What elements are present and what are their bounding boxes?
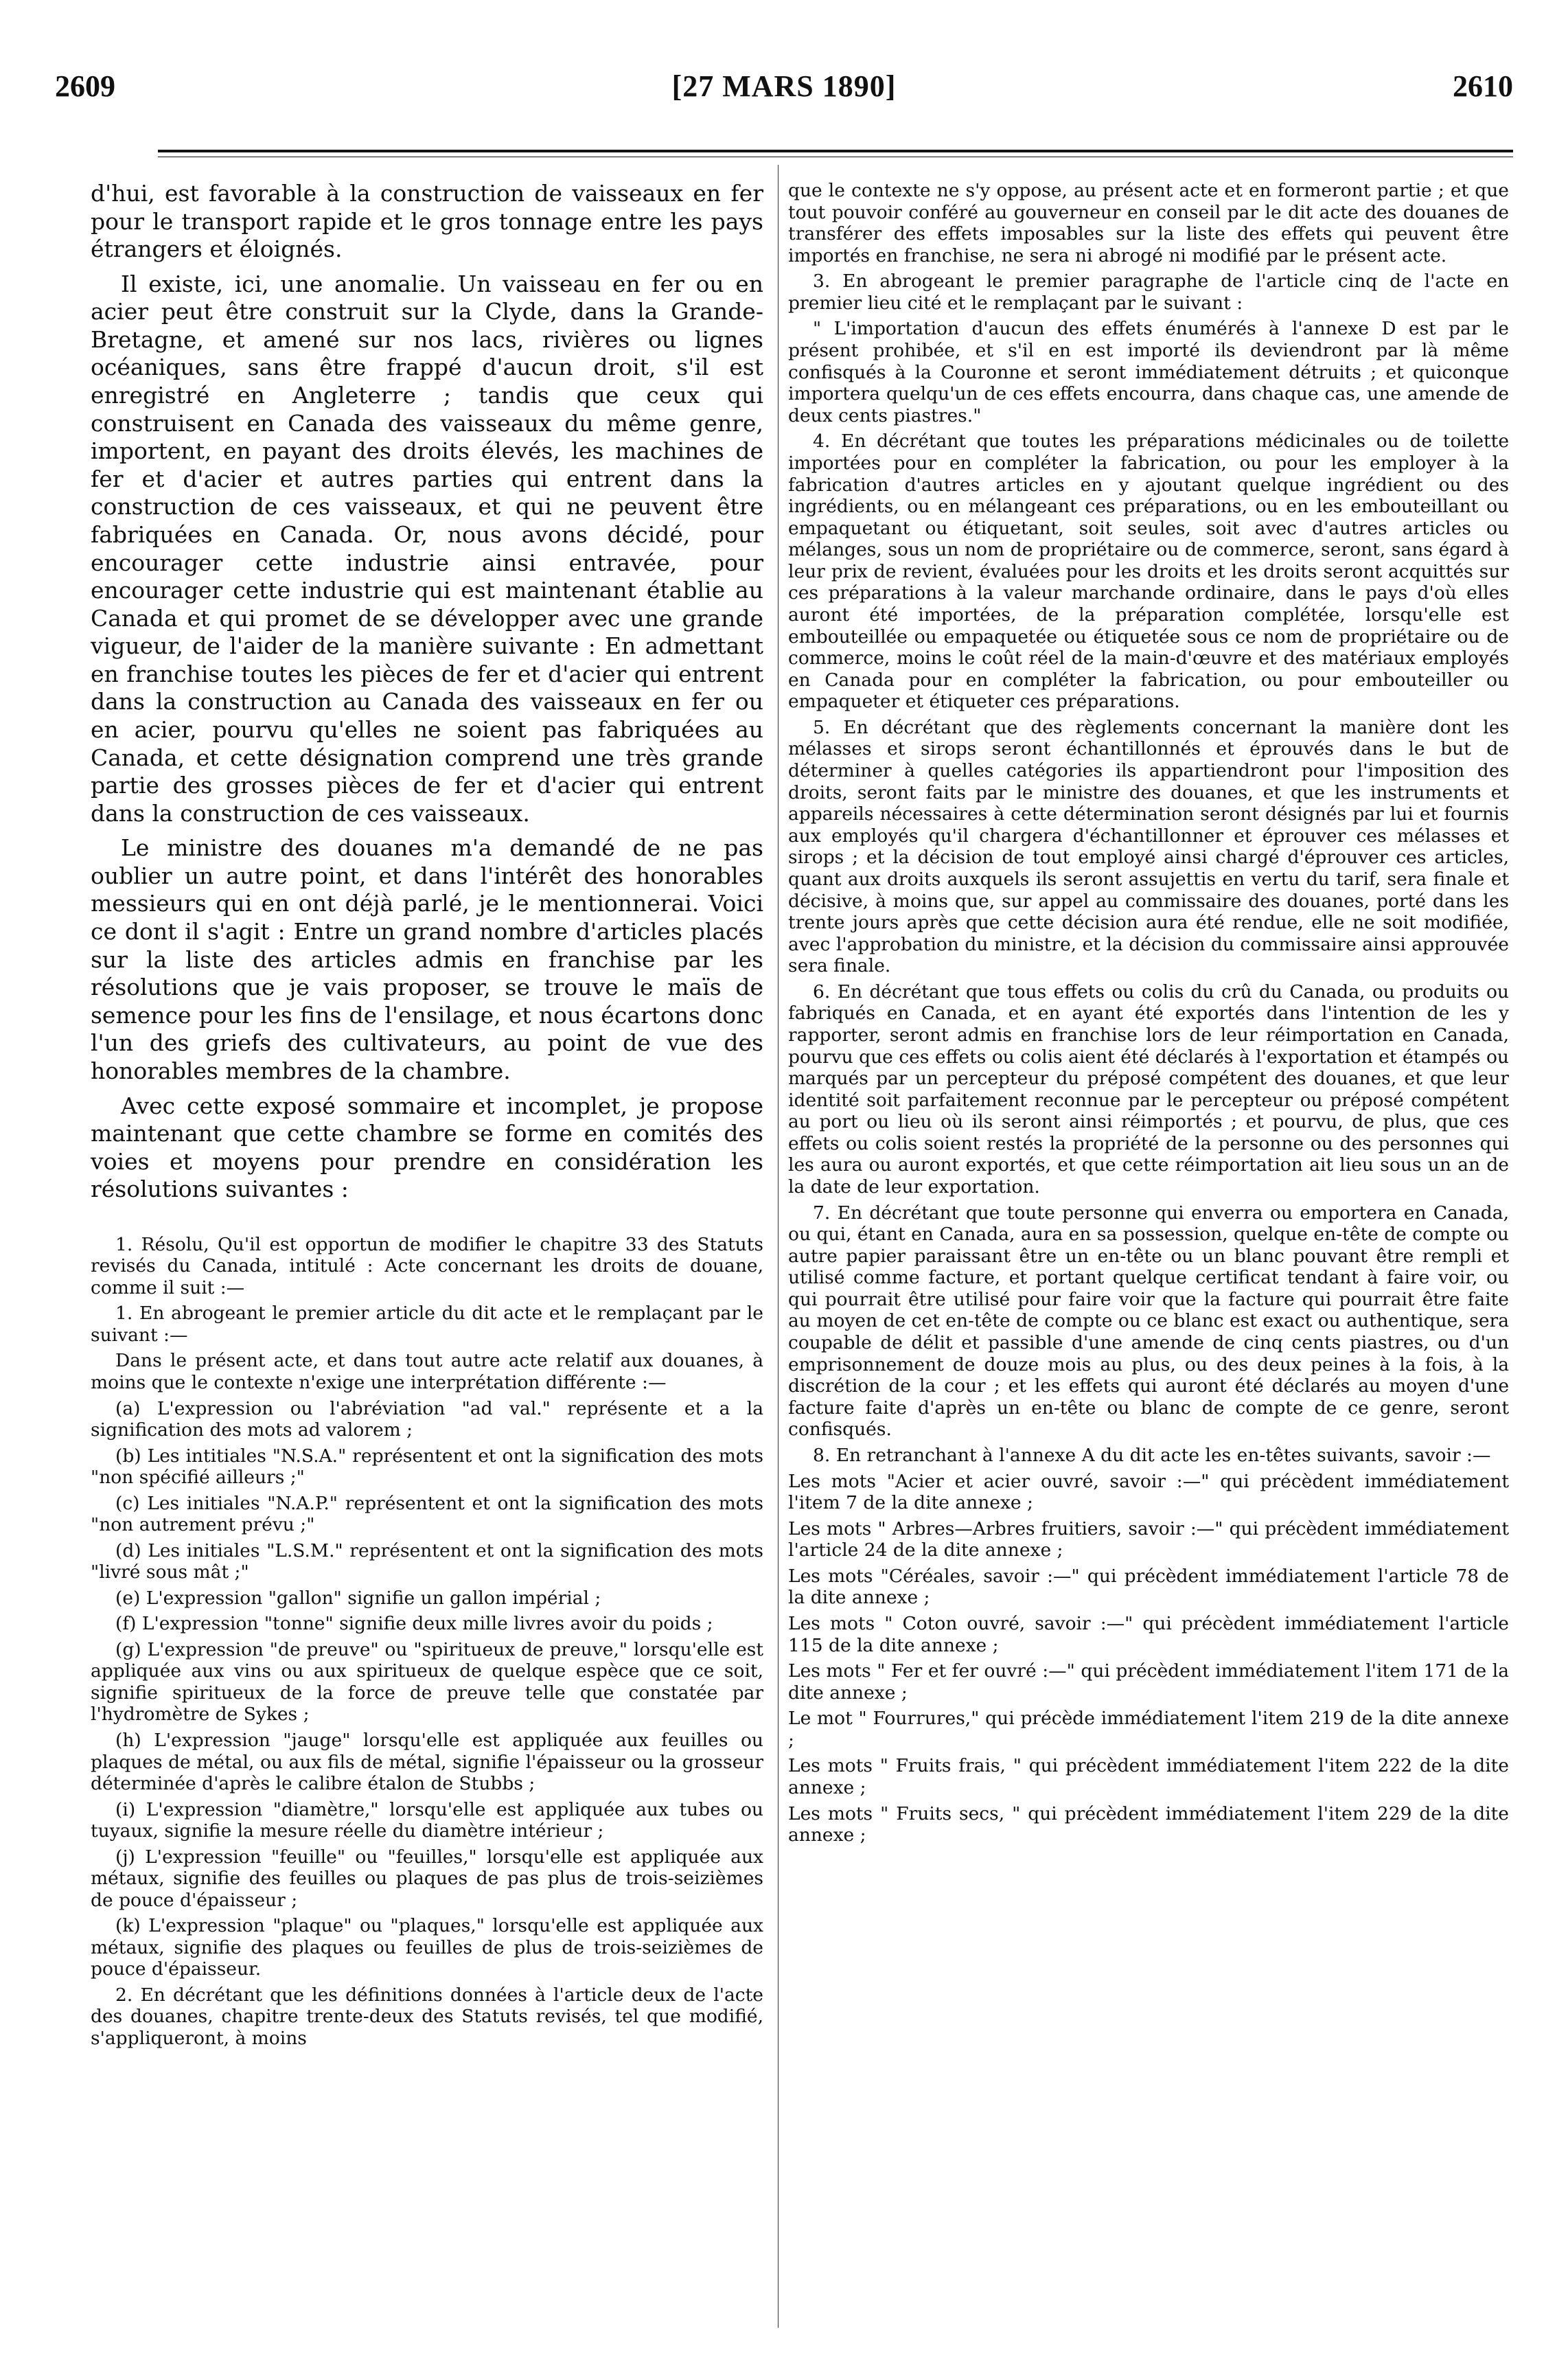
definition-item: (b) Les intitiales "N.S.A." représentent et ont la signification des mots "non spécifié ailleurs ;" — [91, 1445, 763, 1489]
resolution-paragraph: 2. En décrétant que les définitions données à l'article deux de l'acte des douanes, chapitre trente-deux des Statuts revisés, tel que modifié, s'appliqueront, à moins — [91, 1984, 763, 2049]
definition-item: (h) L'expression "jauge" lorsqu'elle est appliquée aux feuilles ou plaques de métal, ou aux fils de métal, signifie l'épaisseur ou la grosseur déterminée d'après le calibre étalon de Stubbs ; — [91, 1729, 763, 1795]
definition-item: (f) L'expression "tonne" signifie deux mille livres avoir du poids ; — [115, 1613, 713, 1635]
resolution-paragraph: 3. En abrogeant le premier paragraphe de l'article cinq de l'acte en premier lieu cité et le remplaçant par le suivant : — [788, 271, 1509, 314]
quoted-paragraph: " L'importation d'aucun des effets énumérés à l'annexe D est par le présent prohibée, et s'il en est importé ils deviendront par là même confisqués à la Couronne et seront immédiatement détruits ; et quiconque importera quelqu'un de ces effets encourra, dans chaque cas, une amende de deux cents piastres." — [788, 318, 1509, 426]
definition-item: (c) Les initiales "N.A.P." représentent et ont la signification des mots "non autrement prévu ;" — [91, 1492, 763, 1536]
schedule-item: Les mots " Fer et fer ouvré :—" qui précèdent immédiatement l'item 171 de la dite annexe ; — [788, 1660, 1509, 1704]
right-column — [788, 180, 1509, 1851]
resolution-paragraph: 5. En décrétant que des règlements concernant la manière dont les mélasses et sirops seront échantillonnés et éprouvés dans le but de déterminer à quelles catégories ils appartiendront pour l'imposition des droits, seront faits par le ministre des douanes, et que les instruments et appareils nécessaires à cette détermination seront désignés par lui et fournis aux employés qu'il chargera d'échantillonner et éprouver ces mélasses et sirops ; et la décision de tout employé ainsi chargé d'éprouver ces articles, quant aux droits auxquels ils seront assujettis en vertu du tarif, sera finale et décisive, à moins que, sur appel au commissaire des douanes, porté dans les trente jours après que cette décision aura été rendue, elle ne soit modifiée, avec l'approbation du ministre, et la décision du commissaire ainsi approuvée sera finale. — [788, 716, 1509, 977]
resolution-paragraph: 1. Résolu, Qu'il est opportun de modifier le chapitre 33 des Statuts revisés du Canada, intitulé : Acte concernant les droits de douane, comme il suit :— — [91, 1233, 763, 1298]
definition-item: (g) L'expression "de preuve" ou "spiritueux de preuve," lorsqu'elle est appliquée aux vins ou aux spiritueux de quelque espèce que ce soit, signifie spiritueux de la force de preuve telle que constatée par l'hydromètre de Sykes ; — [91, 1638, 763, 1726]
definition-item: (i) L'expression "diamètre," lorsqu'elle est appliquée aux tubes ou tuyaux, signifie la mesure réelle du diamètre intérieur ; — [91, 1798, 763, 1842]
column-divider — [778, 165, 779, 2328]
schedule-item: Les mots " Fruits frais, " qui précèdent immédiatement l'item 222 de la dite annexe ; — [788, 1755, 1509, 1799]
speech-text — [91, 180, 763, 1204]
paragraph: Avec cette exposé sommaire et incomplet, je propose maintenant que cette chambre se forme en comités des voies et moyens pour prendre en considération les résolutions suivantes : — [91, 1092, 763, 1203]
resolution-paragraph: 8. En retranchant à l'annexe A du dit acte les en-têtes suivants, savoir :— — [813, 1444, 1491, 1466]
resolution-paragraph: Dans le présent acte, et dans tout autre acte relatif aux douanes, à moins que le contexte n'exige une interprétation différente :— — [91, 1350, 763, 1393]
left-page-number: 2609 — [55, 69, 115, 103]
resolution-paragraph: 1. En abrogeant le premier article du dit acte et le remplaçant par le suivant :— — [91, 1303, 763, 1346]
resolution-paragraph: 4. En décrétant que toutes les préparations médicinales ou de toilette importées pour en compléter la fabrication, ou pour les employer à la fabrication d'autres articles en y ajoutant quelque ingrédient ou des ingrédients, ou en mélangeant ces préparations, ou en les embouteillant ou empaquetant ou étiquetant, soit seules, soit avec d'autres articles ou mélanges, sous un nom de propriétaire ou de commerce, seront, sans égard à leur prix de revient, évaluées pour les droits et les droits seront acquittés sur ces préparations à la valeur marchande ordinaire, dans le pays d'où elles auront été importées, de la préparation complétée, lorsqu'elle est embouteillée ou empaquetée ou étiquetée sous ce nom de propriétaire ou de commerce, moins le coût réel de la main-d'œuvre et des matériaux employés en Canada pour en compléter la fabrication, ou pour embouteiller ou empaqueter et étiqueter ces préparations. — [788, 431, 1509, 713]
definition-item: (k) L'expression "plaque" ou "plaques," lorsqu'elle est appliquée aux métaux, signifie des plaques ou feuilles de plus de trois-seizièmes de pouce d'épaisseur. — [91, 1915, 763, 1980]
definition-item: (a) L'expression ou l'abréviation "ad val." représente et a la signification des mots ad valorem ; — [91, 1397, 763, 1441]
schedule-item: Les mots " Fruits secs, " qui précèdent immédiatement l'item 229 de la dite annexe ; — [788, 1802, 1509, 1846]
schedule-item: Le mot " Fourrures," qui précède immédiatement l'item 219 de la dite annexe ; — [788, 1708, 1509, 1751]
definition-item: (e) L'expression "gallon" signifie un gallon impérial ; — [115, 1587, 601, 1609]
page-header — [55, 69, 1513, 117]
right-page-number: 2610 — [1453, 69, 1513, 103]
paragraph: d'hui, est favorable à la construction de vaisseaux en fer pour le transport rapide et le gros tonnage entre les pays étrangers et éloignés. — [91, 180, 763, 263]
resolution-paragraph: 6. En décrétant que tous effets ou colis du crû du Canada, ou produits ou fabriqués en Canada, et en ayant été exportés dans l'intention de les y rapporter, seront admis en franchise lors de leur réimportation en Canada, pourvu que ces effets ou colis aient été déclarés à l'exportation et étampés ou marqués par un percepteur du préposé compétent des douanes, et que leur identité soit parfaitement reconnue par le percepteur ou préposé compétent au port ou lieu où ils seront ainsi réimportés ; et pourvu, de plus, que ces effets ou colis soient restés la propriété de la personne ou des personnes qui les aura ou auront exportés, et que cette réimportation ait lieu sous un an de la date de leur exportation. — [788, 981, 1509, 1198]
definition-item: (d) Les initiales "L.S.M." représentent et ont la signification des mots "livré sous mât ;" — [91, 1539, 763, 1583]
schedule-item: Les mots " Coton ouvré, savoir :—" qui précèdent immédiatement l'article 115 de la dite annexe ; — [788, 1613, 1509, 1656]
definition-item: (j) L'expression "feuille" ou "feuilles," lorsqu'elle est appliquée aux métaux, signifie des feuilles ou plaques de pas plus de trois-seizièmes de pouce d'épaisseur ; — [91, 1846, 763, 1911]
left-column — [91, 180, 763, 2053]
schedule-item: Les mots " Arbres—Arbres fruitiers, savoir :—" qui précèdent immédiatement l'article 24 de la dite annexe ; — [788, 1517, 1509, 1561]
schedule-item: Les mots "Céréales, savoir :—" qui précèdent immédiatement l'article 78 de la dite annexe ; — [788, 1565, 1509, 1609]
resolution-paragraph: que le contexte ne s'y oppose, au présent acte et en formeront partie ; et que tout pouvoir conféré au gouverneur en conseil par le dit acte des douanes de transférer des effets imposables sur la liste des effets qui peuvent être importés en franchise, ne sera ni abrogé ni modifié par le présent acte. — [788, 180, 1509, 266]
paragraph: Le ministre des douanes m'a demandé de ne pas oublier un autre point, et dans l'intérêt des honorables messieurs qui en ont déjà parlé, je le mentionnerai. Voici ce dont il s'agit : Entre un grand nombre d'articles placés sur la liste des articles admis en franchise par les résolutions que je vais proposer, se trouve le maïs de semence pour les fins de l'ensilage, et nous écartons donc l'un des griefs des cultivateurs, au point de vue des honorables membres de la chambre. — [91, 834, 763, 1084]
paragraph: Il existe, ici, une anomalie. Un vaisseau en fer ou en acier peut être construit sur la Clyde, dans la Grande-Bretagne, et amené sur nos lacs, rivières ou lignes océaniques, sans être frappé d'aucun droit, s'il est enregistré en Angleterre ; tandis que ceux qui construisent en Canada des vaisseaux du même genre, importent, en payant des droits élevés, les machines de fer et d'acier et autres parties qui entrent dans la construction de ces vaisseaux, et qui ne peuvent être fabriquées en Canada. Or, nous avons décidé, pour encourager cette industrie ainsi entravée, pour encourager cette industrie qui est maintenant établie au Canada et qui promet de se développer avec une grande vigueur, de l'aider de la manière suivante : En admettant en franchise toutes les pièces de fer et d'acier qui entrent dans la construction au Canada des vaisseaux en fer ou en acier, pourvu qu'elles ne soient pas fabriquées au Canada, et cette désignation comprend une très grande partie des grosses pièces de fer et d'acier qui entrent dans la construction de ces vaisseaux. — [91, 270, 763, 827]
section-gap — [91, 1211, 763, 1234]
header-rule-thick — [158, 150, 1513, 152]
resolution-text — [91, 1234, 763, 2050]
resolution-paragraph: 7. En décrétant que toute personne qui enverra ou emportera en Canada, ou qui, étant en Canada, aura en sa possession, quelque en-tête de compte ou autre papier paraissant être un en-tête ou un blanc pouvant être rempli et utilisé comme facture, et portant quelque certificat tendant à faire voir, ou qui pourrait être utilisé pour faire voir que la facture qui pourrait être faite au moyen de cet en-tête de compte ou ce blanc est exact ou authentique, sera coupable de délit et passible d'une amende de cinq cents piastres, ou d'un emprisonnement de douze mois au plus, ou des deux peines à la fois, à la discrétion de la cour ; et les effets qui auront été déclarés au moyen d'une facture faite d'après un en-tête ou blanc de compte de ce genre, seront confisqués. — [788, 1202, 1509, 1441]
schedule-item: Les mots "Acier et acier ouvré, savoir :—" qui précèdent immédiatement l'item 7 de la dite annexe ; — [788, 1470, 1509, 1514]
header-date: [27 MARS 1890] — [671, 69, 897, 103]
